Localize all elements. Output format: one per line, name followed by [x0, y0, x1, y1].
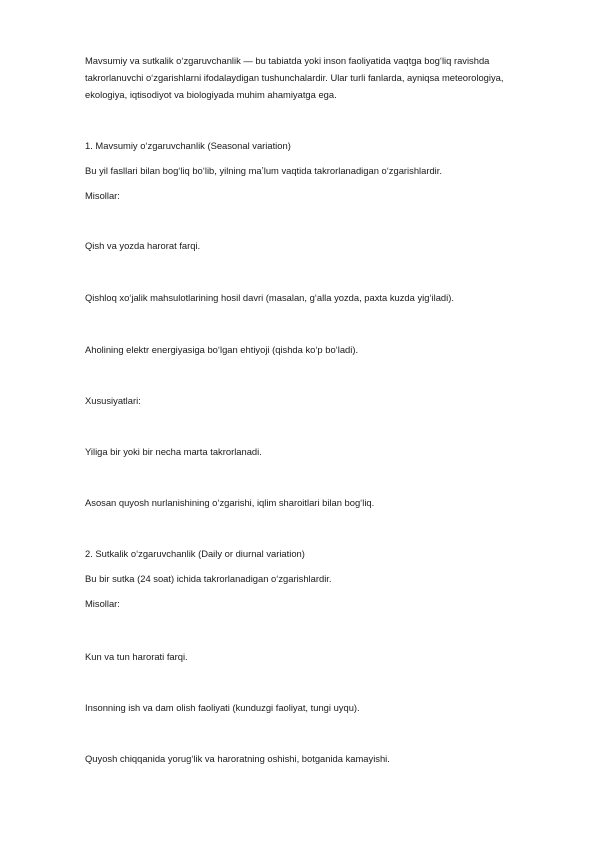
section2-definition: Bu bir sutka (24 soat) ichida takrorlanadigan oʻzgarishlardir.	[85, 573, 332, 584]
section2-example-1: Kun va tun harorati farqi.	[85, 651, 188, 662]
section1-examples-label: Misollar:	[85, 190, 120, 201]
section1-feature-2: Asosan quyosh nurlanishining oʻzgarishi, iqlim sharoitlari bilan bogʻliq.	[85, 497, 375, 508]
section1-definition: Bu yil fasllari bilan bogʻliq boʻlib, yilning maʼlum vaqtida takrorlanadigan oʻzgarishlardir.	[85, 165, 442, 176]
section2-heading: 2. Sutkalik oʻzgaruvchanlik (Daily or diurnal variation)	[85, 548, 305, 559]
section1-example-2: Qishloq xoʻjalik mahsulotlarining hosil davri (masalan, gʻalla yozda, paxta kuzda yigʻiladi).	[85, 292, 454, 303]
section1-example-3: Aholining elektr energiyasiga boʻlgan ehtiyoji (qishda koʻp boʻladi).	[85, 344, 359, 355]
section1-feature-1: Yiliga bir yoki bir necha marta takrorlanadi.	[85, 446, 262, 457]
section1-features-label: Xususiyatlari:	[85, 395, 141, 406]
section2-examples-label: Misollar:	[85, 598, 120, 609]
section1-example-1: Qish va yozda harorat farqi.	[85, 240, 201, 251]
section2-example-2: Insonning ish va dam olish faoliyati (kunduzgi faoliyat, tungi uyqu).	[85, 702, 360, 713]
section2-example-3: Quyosh chiqqanida yorugʻlik va haroratning oshishi, botganida kamayishi.	[85, 753, 390, 764]
section1-heading: 1. Mavsumiy oʻzgaruvchanlik (Seasonal variation)	[85, 140, 291, 151]
intro-paragraph: Mavsumiy va sutkalik oʻzgaruvchanlik — bu tabiatda yoki inson faoliyatida vaqtga bogʻliq ravishda takrorlanuvchi oʻzgarishlarni ifodalaydigan tushunchalardir. Ular turli fanlarda, ayniqsa meteorologiya, ekologiya, iqtisodiyot va biologiyada muhim ahamiyatga ega.	[85, 55, 504, 100]
